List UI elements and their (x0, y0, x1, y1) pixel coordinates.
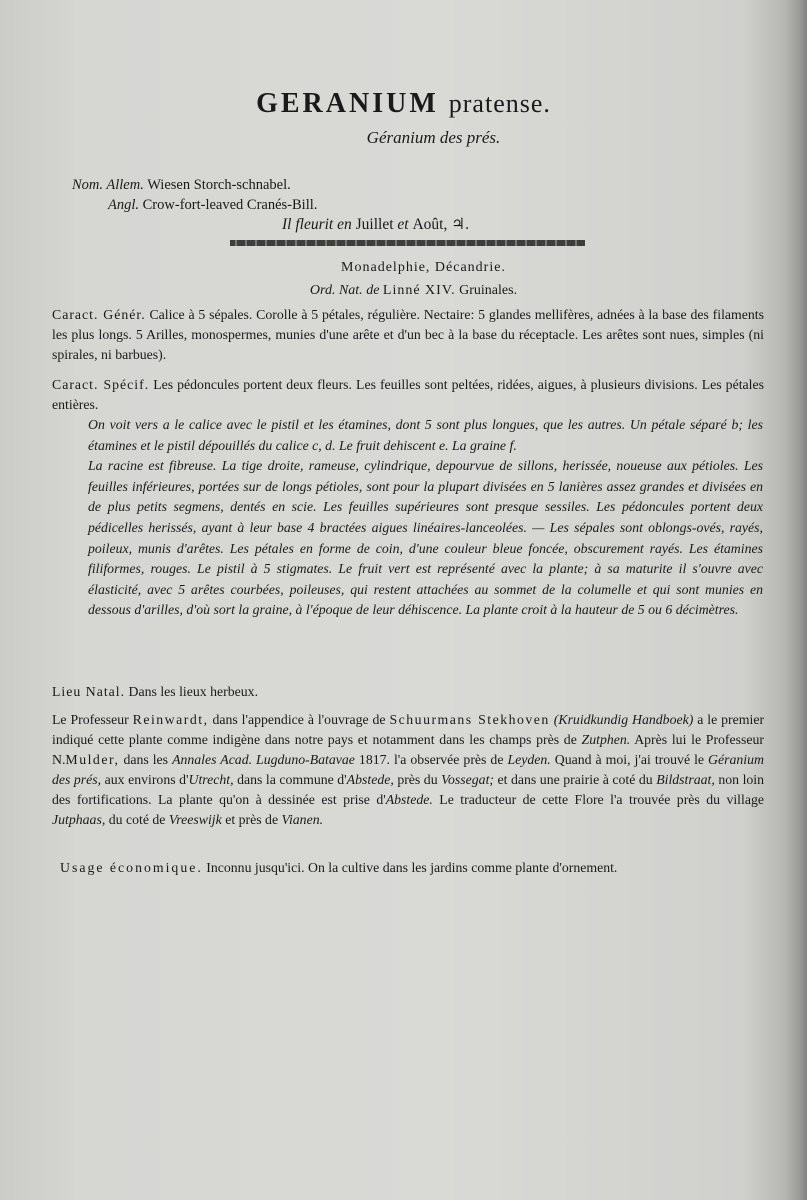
natural-order (0, 283, 807, 299)
lieu-natal-paragraph (52, 682, 764, 702)
page-title (0, 88, 807, 120)
description-block (88, 415, 763, 621)
place-name: Abstede, (346, 772, 394, 787)
usage-paragraph (60, 858, 772, 878)
allem-label: Nom. Allem. (72, 177, 144, 193)
german-name-row (72, 175, 317, 195)
text-run: aux environs d' (104, 772, 189, 787)
flowering-text: Il fleurit en (282, 216, 352, 233)
text-run: dans les (123, 752, 169, 767)
person-name: Mulder, (65, 752, 120, 767)
caract-gener-heading: Caract. Génér. (52, 307, 146, 322)
english-name-row (72, 195, 317, 215)
place-name: Bildstraat, (656, 772, 715, 787)
text-run: Le Professeur (52, 712, 129, 727)
localities-paragraph (52, 710, 764, 830)
linnaean-class: Monadelphie, Décandrie. (341, 260, 506, 275)
ord-label: Ord. Nat. (309, 283, 363, 298)
text-run: et dans une prairie à coté du (497, 772, 653, 787)
usage-heading: Usage économique. (60, 860, 203, 875)
place-name: Leyden. (507, 752, 551, 767)
caract-gener-paragraph (52, 305, 764, 365)
angl-value: Crow-fort-leaved Cranés-Bill. (142, 197, 318, 213)
page-edge-shadow (785, 0, 807, 1200)
genus-name: GERANIUM (256, 88, 439, 119)
text-run: et près de (225, 812, 279, 827)
text-run: dans l'appendice à l'ouvrage de (212, 712, 386, 727)
ord-de: de (366, 283, 380, 298)
text-run: du coté de (108, 812, 166, 827)
place-name: Zutphen. (581, 732, 631, 747)
book-title: Annales Acad. Lugduno-Batavae (172, 752, 355, 767)
caract-specif-paragraph (52, 375, 764, 415)
place-name: Jutphaas, (52, 812, 106, 827)
flowering-month2: Août, (412, 216, 448, 233)
place-name: Vianen. (281, 812, 324, 827)
caract-specif-heading: Caract. Spécif. (52, 377, 150, 392)
common-names (72, 175, 317, 215)
caract-specif-text: Les pédoncules portent deux fleurs. Les feuilles sont peltées, ridées, aigues, à plusieurs divisions. Les pétales entières. (52, 377, 764, 412)
text-run: a le premier indiqué cette plante comme indigène dans notre pays et notamment dans les champs près de (52, 712, 765, 747)
perennial-symbol: ♃. (451, 216, 469, 233)
french-name: Géranium des prés. (366, 128, 501, 147)
place-name: Vreeswijk (168, 812, 222, 827)
text-run: dans la commune d' (237, 772, 347, 787)
figure-explanation: On voit vers a le calice avec le pistil et les étamines, dont 5 sont plus longues, que les autres. Un pétale séparé b; les étamines et le pistil dépouillés du calice c, d. Le fruit dehiscent e. La graine f. (88, 417, 763, 453)
place-name: Abstede. (385, 792, 433, 807)
book-title: (Kruidkundig Handboek) (553, 712, 694, 727)
lieu-natal-heading: Lieu Natal. (52, 684, 126, 699)
text-run: 1817. l'a observée près de (358, 752, 504, 767)
plant-description: La racine est fibreuse. La tige droite, rameuse, cylindrique, depourvue de sillons, herissée, noueuse aux pétioles. Les feuilles inférieures, portées sur de longs pétioles, sont pour la plupart divisées en 5 lanières assez grandes et divisées en de plus petits segmens, dentés en scie. Les feuilles supérieures sont presque sessiles. Les pédoncules portent deux pédicelles herissés, ayant à leur base 4 bractées aigues linéaires-lanceolées. — Les sépales sont oblongs-ovés, rayés, poileux, munis d'arêtes. Les pétales en forme de coin, d'une couleur bleue foncée, obscurement rayés. Les étamines filiformes, rouges. Le pistil à 5 stigmates. Le fruit vert est représenté avec la plante; à sa maturite il s'ouvre avec élasticité, avec 5 arêtes courbées, poileuses, qui restent attachées au sommet de la columelle et qui sont munies en dessous d'arilles, d'où sort la graine, à l'époque de leur déhiscence. La plante croit à la hauteur de 5 ou 6 décimètres. (88, 458, 763, 618)
place-name: Utrecht, (188, 772, 234, 787)
plant-name: Géranium des prés, (52, 752, 764, 787)
linne-ref: Linné XIV. (382, 283, 456, 298)
lieu-natal-text: Dans les lieux herbeux. (128, 684, 259, 699)
species-name: pratense. (448, 89, 551, 118)
text-run: Quand à moi, j'ai trouvé le (554, 752, 705, 767)
place-name: Vossegat; (441, 772, 495, 787)
text-run: près du (397, 772, 438, 787)
text-run: Le traducteur de cette Flore l'a trouvée près du village (439, 792, 764, 807)
flowering-and: et (397, 216, 409, 233)
flowering-month: Juillet (355, 216, 394, 233)
usage-text: Inconnu jusqu'ici. On la cultive dans les jardins comme plante d'ornement. (206, 860, 618, 875)
person-name: Reinwardt, (132, 712, 209, 727)
person-name: Schuurmans Stekhoven (389, 712, 550, 727)
angl-label: Angl. (108, 197, 140, 213)
allem-value: Wiesen Storch-schnabel. (147, 177, 291, 193)
text-run: non loin des fortifications. La plante qu'on à dessinée est prise d' (52, 772, 765, 807)
decorative-rule (230, 240, 585, 246)
flowering-line (282, 215, 469, 234)
text-run: Après lui le Professeur N. (52, 732, 765, 767)
caract-gener-text: Calice à 5 sépales. Corolle à 5 pétales, régulière. Nectaire: 5 glandes mellifères, adnées à la base des filaments les plus longs. 5 Arilles, monospermes, munies d'une arête et d'un bec à la base du réceptacle. Les arêtes sont nues, simples (ni spirales, ni barbues). (52, 307, 764, 362)
family-name: Gruinales. (459, 283, 518, 298)
